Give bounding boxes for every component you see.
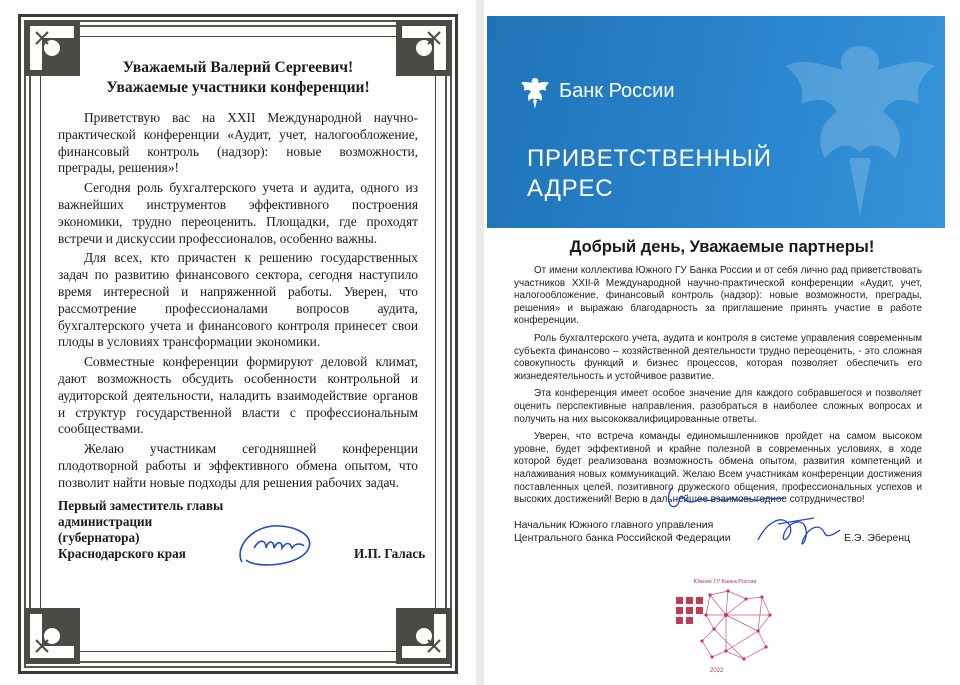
corner-ornament-icon [394,606,454,666]
right-signature-block [514,519,934,545]
left-letter-page [0,0,476,685]
letter-paragraph: От имени коллектива Южного ГУ Банка России и от себя лично рад приветствовать участников XXII-й Международной научно-практической конференции «Аудит, учет, налогообложение, финансовый контроль (надзор): новые возможности, преграды, решения» и выражаю благодарность за приглашение принять участие в работе конференции. [514,265,922,327]
emblem-caption: Южное ГУ Банка России [693,579,757,585]
corner-ornament-icon [22,606,82,666]
letter-paragraph: Желаю участникам сегодняшней конференции плодотворной работы и эффективного обмена опытом, что позволит найти новые подходы для решения рабочих задач. [58,441,418,490]
bank-of-russia-logo-icon [520,76,550,110]
letter-paragraph: Совместные конференции формируют деловой климат, дают возможность обсудить особенности контрольной и аудиторской деятельности, наладить взаимодействие органов и структур государственной власти с профессиональным сообществами. [58,354,418,437]
letter-paragraph: Уверен, что встреча команды единомышленников пройдет на самом высоком уровне, будет эффективной и крайне полезной в современных условиях, в ходе которой будет реализована возможность обмена опытом, развития компетенций и налаживания новых коммуникаций. Желаю Всем участникам конференции достижения поставленных целей, позитивного дружеского общения, профессиональных успехов и высоких достижений! Верю в дальнейшее взаимовыгодное сотрудничество! [514,431,922,506]
signatory-name: Е.Э. Эберенц [844,532,911,544]
right-letter-page [484,0,960,685]
signatory-name: И.П. Галась [354,546,426,561]
greeting-headline: Добрый день, Уважаемые партнеры! [569,238,875,256]
left-letter-body [58,58,418,495]
right-letter-body [514,265,922,512]
letter-paragraph: Роль бухгалтерского учета, аудита и контроля в системе управления современным субъекта финансово – хозяйственной деятельности трудно переоценить, - это сложная совокупность функций и бизнес процессов, которая позволяет обеспечить его жизнедеятельность и устойчивое развитие. [514,332,922,382]
salutation-primary: Уважаемый Валерий Сергеевич! [122,59,354,76]
document-title-text: ПРИВЕТСТВЕННЫЙ АДРЕС [527,145,772,202]
document-title [527,144,772,204]
letter-paragraph: Эта конференция имеет особое значение для каждого собравшегося и позволяет оценить перспективные направления, разобраться в наиболее сложных вопросах и получить на них высококвалифицированные ответы. [514,388,922,425]
signatory-title-line: Начальник Южного главного управления [514,519,714,531]
signatory-title-line: Центрального банка Российской Федерации [514,532,731,544]
emblem-year: 2022 [710,668,724,674]
header-banner [487,16,945,228]
letter-paragraph: Для всех, кто причастен к решению государственных задач по развитию финансового сектора, сегодня наступило время интересной и напряженной работы. Уверен, что рассмотрение профессионалами вопросов аудита, бухгалтерского учета и финансового контроля принесет свои плоды в условиях трансформации экономики. [58,250,418,350]
salutation-secondary: Уважаемые участники конференции! [106,79,370,96]
signatory-title: Первый заместитель главы администрации (губернатора) Краснодарского края [58,498,224,561]
bank-name: Банк России [559,80,675,102]
eagle-watermark-icon [765,26,945,226]
letter-paragraph: Приветствую вас на XXII Международной научно-практической конференции «Аудит, учет, налогообложение, финансовый контроль (надзор): новые возможности, преграды, решения»! [58,110,418,176]
regional-map-emblem-icon [672,585,776,669]
handwritten-signature-icon [232,518,322,574]
letter-paragraph: Сегодня роль бухгалтерского учета и аудита, одного из важнейших инструментов эффективного построения экономики, трудно переоценить. Площадки, где проходят встречи и дискуссии профессионалов, особенно важны. [58,180,418,246]
